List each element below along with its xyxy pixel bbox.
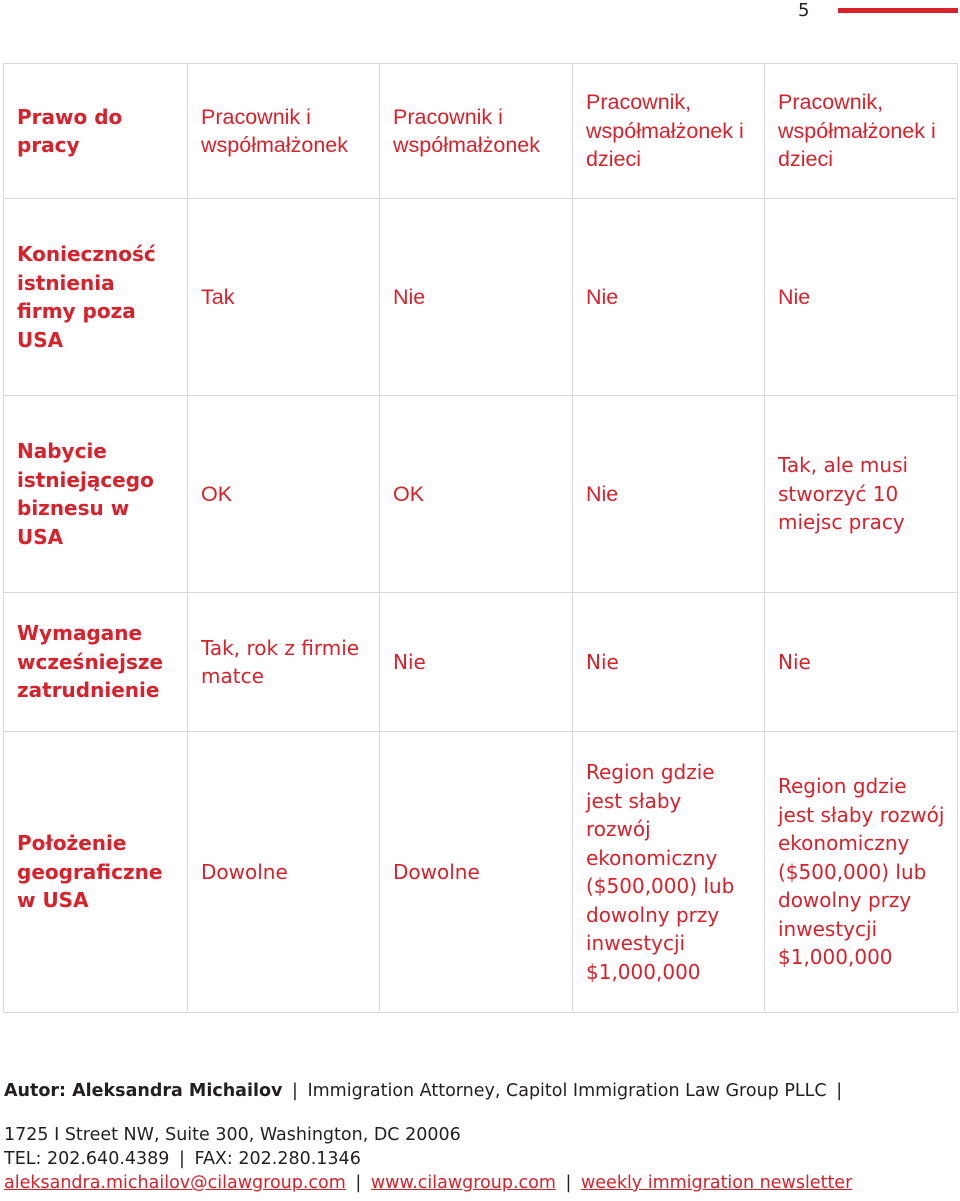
fax-number: FAX: 202.280.1346	[194, 1149, 361, 1169]
email-link[interactable]: aleksandra.michailov@cilawgroup.com	[4, 1173, 346, 1193]
table-cell: Pracownik, współmałżonek i dzieci	[573, 64, 765, 199]
table-cell: Pracownik i współmałżonek	[188, 64, 380, 199]
table-cell: Pracownik i współmałżonek	[380, 64, 573, 199]
table-row	[4, 396, 958, 593]
table-cell: Nie	[765, 199, 958, 396]
table-cell: Nie	[573, 199, 765, 396]
separator: |	[179, 1149, 185, 1169]
visa-comparison-table	[3, 63, 958, 1013]
table-cell: Nie	[573, 396, 765, 593]
table-cell: Tak, ale musi stworzyć 10 miejsc pracy	[765, 396, 958, 593]
table-cell: Dowolne	[380, 732, 573, 1013]
table-cell: Tak	[188, 199, 380, 396]
table-cell: Nie	[765, 593, 958, 732]
footer-links	[4, 1171, 958, 1195]
table-cell: Nie	[380, 199, 573, 396]
footer-contact-phones	[4, 1147, 958, 1171]
table-cell: Tak, rok z firmie matce	[188, 593, 380, 732]
separator: |	[836, 1081, 843, 1101]
footer-address: 1725 I Street NW, Suite 300, Washington, DC 20006	[4, 1125, 461, 1145]
website-link[interactable]: www.cilawgroup.com	[370, 1173, 556, 1193]
row-label-cell: Konieczność istnienia firmy poza USA	[4, 199, 188, 396]
table-row	[4, 732, 958, 1013]
separator: |	[355, 1173, 362, 1193]
footer-author-line	[4, 1079, 958, 1103]
table-cell: Nie	[380, 593, 573, 732]
newsletter-link[interactable]: weekly immigration newsletter	[580, 1173, 853, 1193]
header-accent-bar	[838, 8, 958, 13]
table-cell: Nie	[573, 593, 765, 732]
page-number: 5	[798, 0, 810, 21]
row-label-cell: Prawo do pracy	[4, 64, 188, 199]
table-cell: Region gdzie jest słaby rozwój ekonomiczny ($500,000) lub dowolny przy inwestycji $1,000,000	[765, 732, 958, 1013]
separator: |	[291, 1081, 298, 1101]
table-cell: OK	[188, 396, 380, 593]
table-row	[4, 199, 958, 396]
table-row	[4, 64, 958, 199]
page-footer	[4, 1079, 958, 1195]
phone-number: TEL: 202.640.4389	[4, 1149, 170, 1169]
table-cell: Dowolne	[188, 732, 380, 1013]
table-cell: Pracownik, współmałżonek i dzieci	[765, 64, 958, 199]
table-row	[4, 593, 958, 732]
separator: |	[565, 1173, 572, 1193]
table-cell: OK	[380, 396, 573, 593]
author-title: Immigration Attorney, Capitol Immigration Law Group PLLC	[307, 1081, 827, 1101]
table-cell: Region gdzie jest słaby rozwój ekonomiczny ($500,000) lub dowolny przy inwestycji $1,000,000	[573, 732, 765, 1013]
author-name: Autor: Aleksandra Michailov	[4, 1081, 283, 1101]
row-label-cell: Wymagane wcześniejsze zatrudnienie	[4, 593, 188, 732]
row-label-cell: Położenie geograficzne w USA	[4, 732, 188, 1013]
row-label-cell: Nabycie istniejącego biznesu w USA	[4, 396, 188, 593]
